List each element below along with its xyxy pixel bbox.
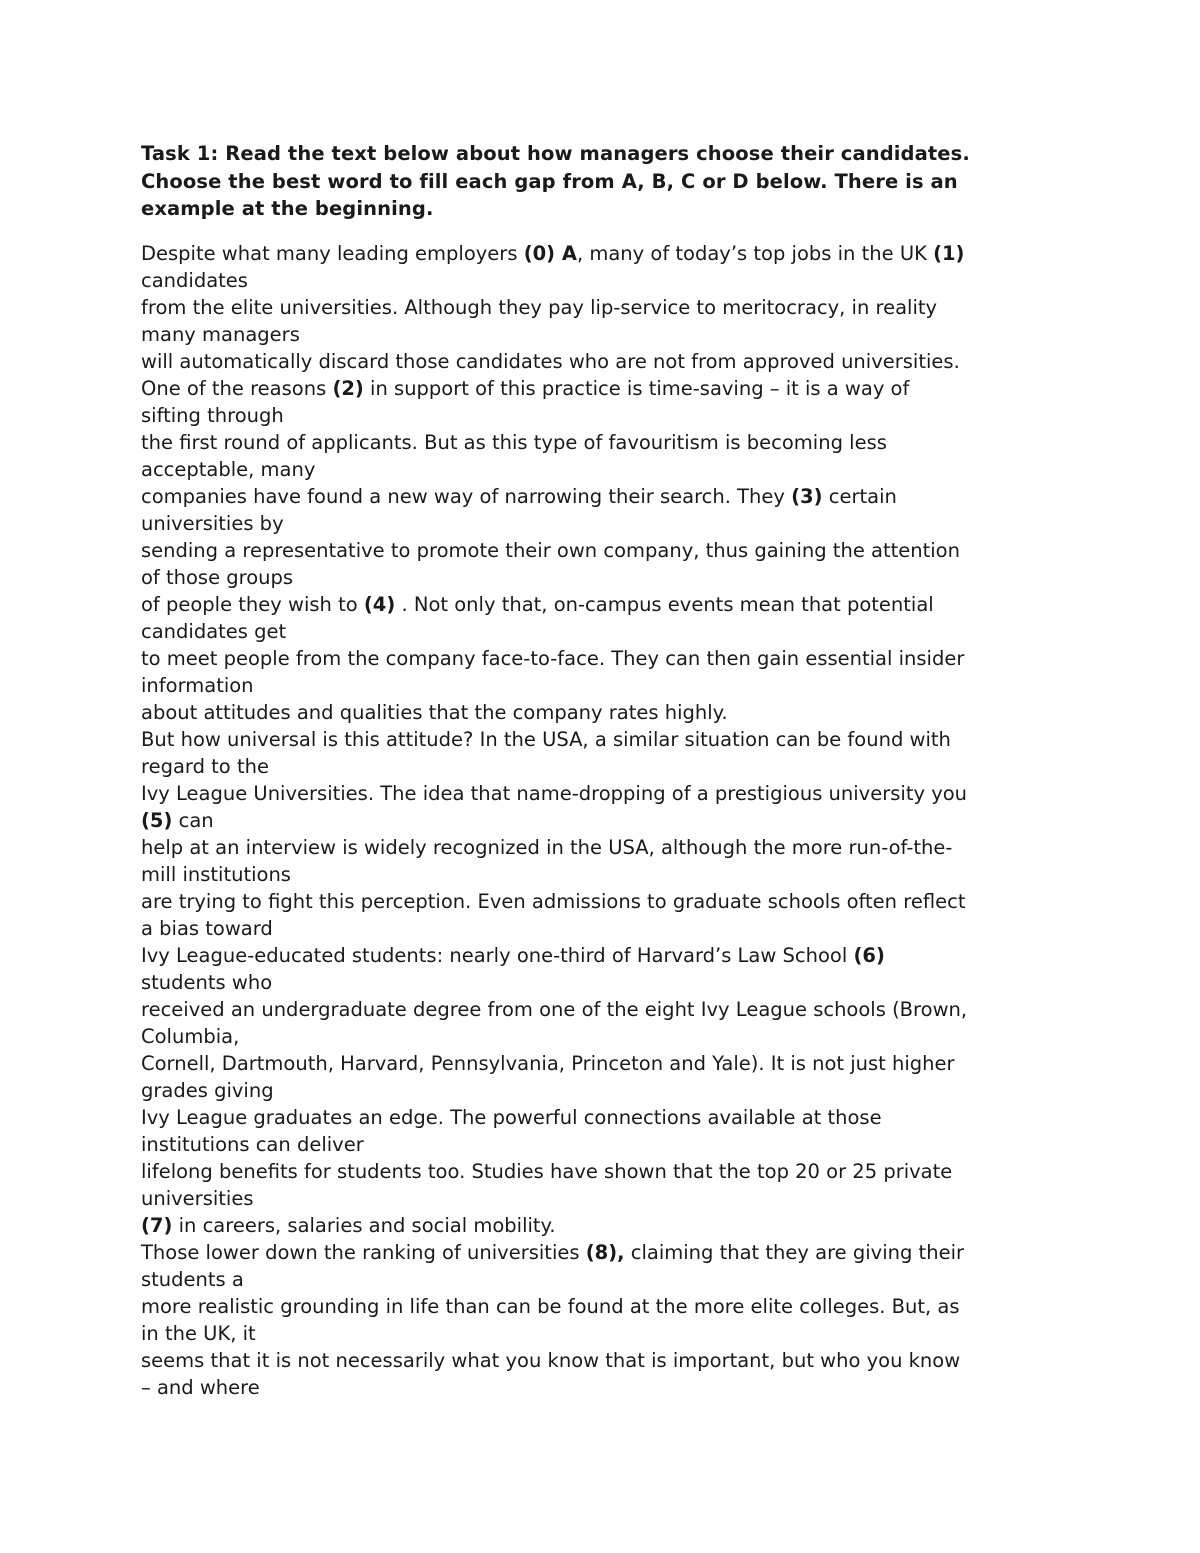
text-run: in careers, salaries and social mobility. <box>172 1213 556 1237</box>
gap-marker: (2) <box>332 376 364 400</box>
passage <box>141 240 1066 1401</box>
text-line: in the UK, it <box>141 1321 256 1345</box>
text-line <box>141 375 1066 402</box>
text-line: acceptable, many <box>141 457 316 481</box>
text-line: a bias toward <box>141 916 273 940</box>
text-line: regard to the <box>141 754 269 778</box>
text-run: Ivy League-educated students: nearly one-third of Harvard’s Law School <box>141 943 854 967</box>
text-run: Despite what many leading employers <box>141 241 524 265</box>
text-line: many managers <box>141 322 300 346</box>
text-line: help at an interview is widely recognized in the USA, although the more run-of-the- <box>141 835 953 859</box>
text-line: more realistic grounding in life than can be found at the more elite colleges. But, as <box>141 1294 960 1318</box>
document-page <box>141 140 1066 1401</box>
text-run: Those lower down the ranking of universities <box>141 1240 586 1264</box>
text-line: students who <box>141 970 273 994</box>
text-line: candidates <box>141 268 248 292</box>
text-line <box>141 591 1066 618</box>
text-run: can <box>172 808 214 832</box>
text-line: – and where <box>141 1375 260 1399</box>
text-line: sifting through <box>141 403 284 427</box>
text-line: students a <box>141 1267 244 1291</box>
text-line <box>141 807 1066 834</box>
text-run: in support of this practice is time-saving – it is a way of <box>363 376 910 400</box>
text-line: to meet people from the company face-to-face. They can then gain essential insider <box>141 646 965 670</box>
text-line: about attitudes and qualities that the company rates highly. <box>141 700 728 724</box>
text-line <box>141 1239 1066 1266</box>
gap-marker: (0) A <box>523 241 577 265</box>
text-line: lifelong benefits for students too. Studies have shown that the top 20 or 25 private <box>141 1159 953 1183</box>
text-line: institutions can deliver <box>141 1132 364 1156</box>
text-line: from the elite universities. Although they pay lip-service to meritocracy, in reality <box>141 295 938 319</box>
text-line: But how universal is this attitude? In the USA, a similar situation can be found with <box>141 727 951 751</box>
text-run: certain <box>822 484 897 508</box>
task-heading <box>141 140 1066 223</box>
gap-marker: (5) <box>141 808 173 832</box>
text-line: the first round of applicants. But as this type of favouritism is becoming less <box>141 430 887 454</box>
text-line <box>141 1212 1066 1239</box>
text-line: are trying to fight this perception. Even admissions to graduate schools often reflect <box>141 889 966 913</box>
heading-line: Task 1: Read the text below about how managers choose their candidates. <box>141 142 970 165</box>
text-run: . Not only that, on-campus events mean that potential <box>395 592 934 616</box>
gap-marker: (8), <box>585 1240 625 1264</box>
text-run: claiming that they are giving their <box>624 1240 964 1264</box>
gap-marker: (6) <box>853 943 885 967</box>
text-line <box>141 942 1066 969</box>
text-line: universities <box>141 1186 254 1210</box>
text-run: of people they wish to <box>141 592 364 616</box>
text-line: candidates get <box>141 619 287 643</box>
text-line <box>141 483 1066 510</box>
gap-marker: (1) <box>933 241 965 265</box>
text-line <box>141 240 1066 267</box>
gap-marker: (4) <box>363 592 396 616</box>
text-line: universities by <box>141 511 284 535</box>
text-line: will automatically discard those candidates who are not from approved universities. <box>141 349 960 373</box>
text-line: grades giving <box>141 1078 274 1102</box>
gap-marker: (3) <box>791 484 823 508</box>
text-line: of those groups <box>141 565 294 589</box>
text-line: Columbia, <box>141 1024 240 1048</box>
heading-line: Choose the best word to fill each gap from A, B, C or D below. There is an <box>141 169 958 193</box>
heading-line: example at the beginning. <box>141 197 434 220</box>
text-run: One of the reasons <box>141 376 333 400</box>
text-line: information <box>141 673 254 697</box>
gap-marker: (7) <box>141 1213 173 1237</box>
text-line: Ivy League Universities. The idea that name-dropping of a prestigious university you <box>141 781 968 805</box>
text-line: sending a representative to promote their own company, thus gaining the attention <box>141 538 960 562</box>
text-line: Ivy League graduates an edge. The powerful connections available at those <box>141 1105 882 1129</box>
text-line: mill institutions <box>141 862 291 886</box>
text-run: , many of today’s top jobs in the UK <box>576 241 934 265</box>
text-line: seems that it is not necessarily what you know that is important, but who you know <box>141 1348 961 1372</box>
text-line: received an undergraduate degree from one of the eight Ivy League schools (Brown, <box>141 997 968 1021</box>
text-line: Cornell, Dartmouth, Harvard, Pennsylvania, Princeton and Yale). It is not just higher <box>141 1051 955 1075</box>
text-run: companies have found a new way of narrowing their search. They <box>141 484 792 508</box>
